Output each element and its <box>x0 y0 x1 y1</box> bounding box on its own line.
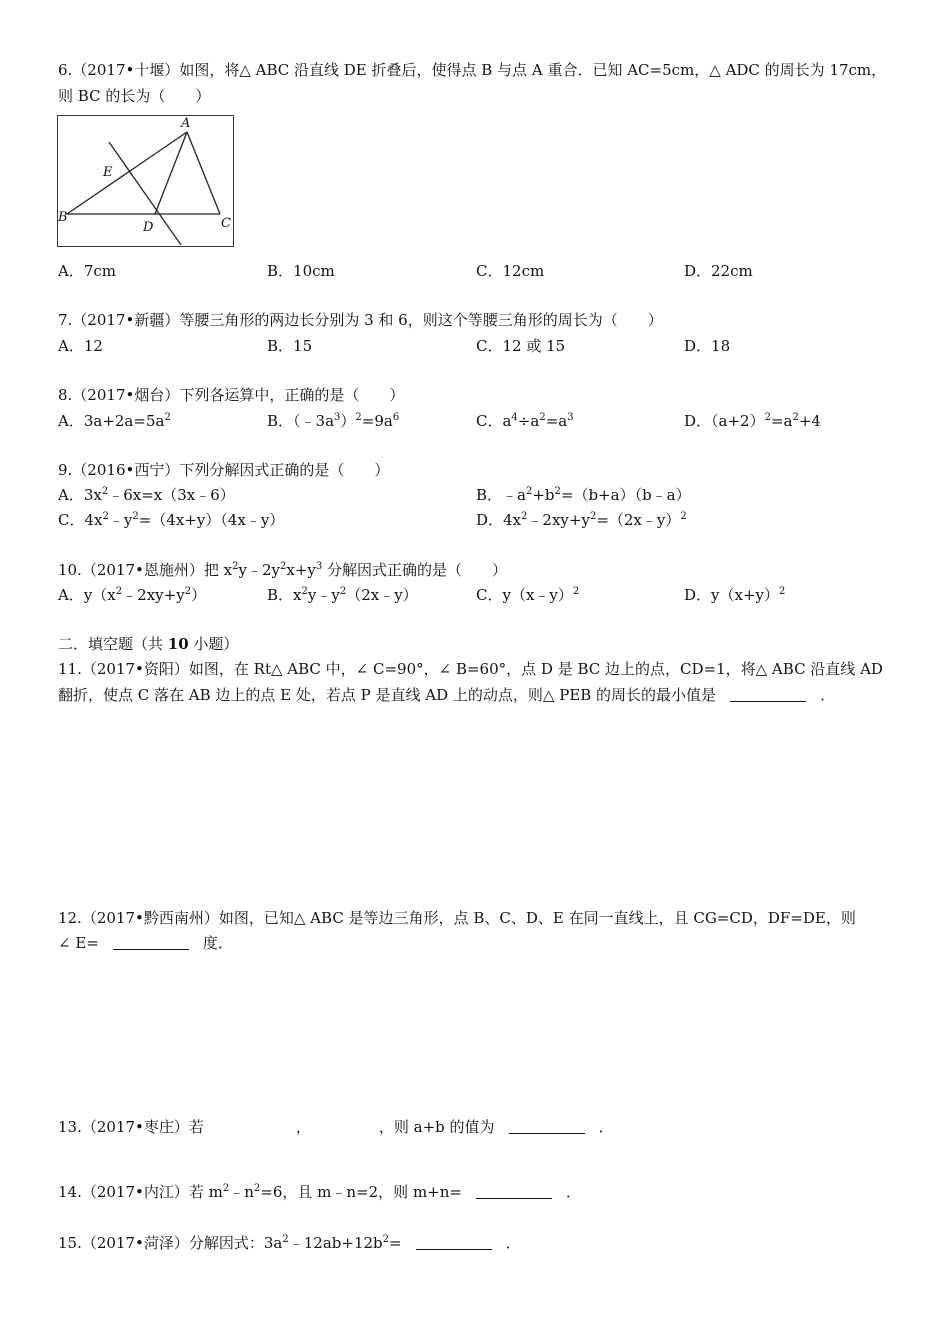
q10-line1: 10.（2017•恩施州）把 $x^2y﹣2y^2x+y^3$ 分解因式正确的是（ ） <box>58 561 508 579</box>
q14-answer-blank[interactable] <box>476 1186 552 1199</box>
q14-line: 14.（2017•内江）若 $m^2﹣n^2=6$，且 m﹣n=2，则 m+n= ． <box>58 1183 581 1201</box>
q7-option-c[interactable]: C．12 或 15 <box>476 337 566 355</box>
q6-line1: 6.（2017•十堰）如图，将△ ABC 沿直线 DE 折叠后，使得点 B 与点 A 重合．已知 AC=5cm，△ ADC 的周长为 17cm， <box>58 61 887 79</box>
q6-figure <box>57 115 234 247</box>
section-2-title: 二．填空题（共 10 小题） <box>58 635 239 653</box>
q10-option-a[interactable]: A．$y(x^2﹣2xy+y^2)$ <box>58 586 207 604</box>
q13-answer-blank[interactable] <box>509 1121 585 1134</box>
q11-answer-blank[interactable] <box>730 689 806 702</box>
q8-option-a[interactable]: A．$3a+2a=5a^2$ <box>58 412 171 430</box>
label-b: B <box>58 210 68 225</box>
q11-line2: 翻折，使点 C 落在 AB 边上的点 E 处，若点 P 是直线 AD 上的动点，则△ PEB 的周长的最小值是 ． <box>58 686 836 704</box>
q9-line1: 9.（2016•西宁）下列分解因式正确的是（ ） <box>58 461 390 479</box>
q13-line: 13.（2017•枣庄）若 ， ，则 a+b 的值为 ． <box>58 1118 614 1136</box>
q8-line1: 8.（2017•烟台）下列各运算中，正确的是（ ） <box>58 386 405 404</box>
label-d: D <box>143 220 154 235</box>
label-e: E <box>103 165 113 180</box>
q10-option-b[interactable]: B．$x^2y﹣y^2(2x﹣y)$ <box>267 586 418 604</box>
q8-option-b[interactable]: B．$(﹣3a^3)^2=9a^6$ <box>267 412 400 430</box>
q6-option-b[interactable]: B．10cm <box>267 262 335 280</box>
q7-option-a[interactable]: A．12 <box>58 337 103 355</box>
q6-line2: 则 BC 的长为（ ） <box>58 87 211 105</box>
label-c: C <box>221 216 231 231</box>
q8-option-c[interactable]: C．$a^4\div a^2=a^3$ <box>476 412 574 430</box>
q12-answer-blank[interactable] <box>113 937 189 950</box>
q12-line2: ∠ E= 度． <box>58 934 233 952</box>
q7-option-d[interactable]: D．18 <box>684 337 731 355</box>
q10-option-c[interactable]: C．y（x﹣y）$^2$ <box>476 586 580 604</box>
q15-answer-blank[interactable] <box>416 1237 492 1250</box>
q9-option-b[interactable]: B．$﹣a^2+b^2=(b+a)(b﹣a)$ <box>476 486 691 504</box>
q9-option-d[interactable]: D．$4x^2﹣2xy+y^2=(2x﹣y)^2$ <box>476 511 687 529</box>
q7-option-b[interactable]: B．15 <box>267 337 313 355</box>
q15-line: 15.（2017•菏泽）分解因式：$3a^2﹣12ab+12b^2=$ ． <box>58 1234 521 1252</box>
q7-line1: 7.（2017•新疆）等腰三角形的两边长分别为 3 和 6，则这个等腰三角形的周长为（ ） <box>58 311 663 329</box>
q8-option-d[interactable]: D．$(a+2)^2=a^2+4$ <box>684 412 821 430</box>
q11-line1: 11.（2017•资阳）如图，在 Rt△ ABC 中，∠ C=90°，∠ B=60°，点 D 是 BC 边上的点，CD=1，将△ ABC 沿直线 AD <box>58 660 883 678</box>
q9-option-a[interactable]: A．$3x^2﹣6x=x(3x﹣6)$ <box>58 486 235 504</box>
label-a: A <box>181 116 191 131</box>
q9-option-c[interactable]: C．$4x^2﹣y^2=(4x+y)(4x﹣y)$ <box>58 511 285 529</box>
q6-option-c[interactable]: C．12cm <box>476 262 545 280</box>
q6-option-d[interactable]: D．22cm <box>684 262 753 280</box>
q6-option-a[interactable]: A．7cm <box>58 262 117 280</box>
q10-option-d[interactable]: D．$y(x+y)^2$ <box>684 586 786 604</box>
q12-line1: 12.（2017•黔西南州）如图，已知△ ABC 是等边三角形，点 B、C、D、E 在同一直线上，且 CG=CD，DF=DE，则 <box>58 909 856 927</box>
